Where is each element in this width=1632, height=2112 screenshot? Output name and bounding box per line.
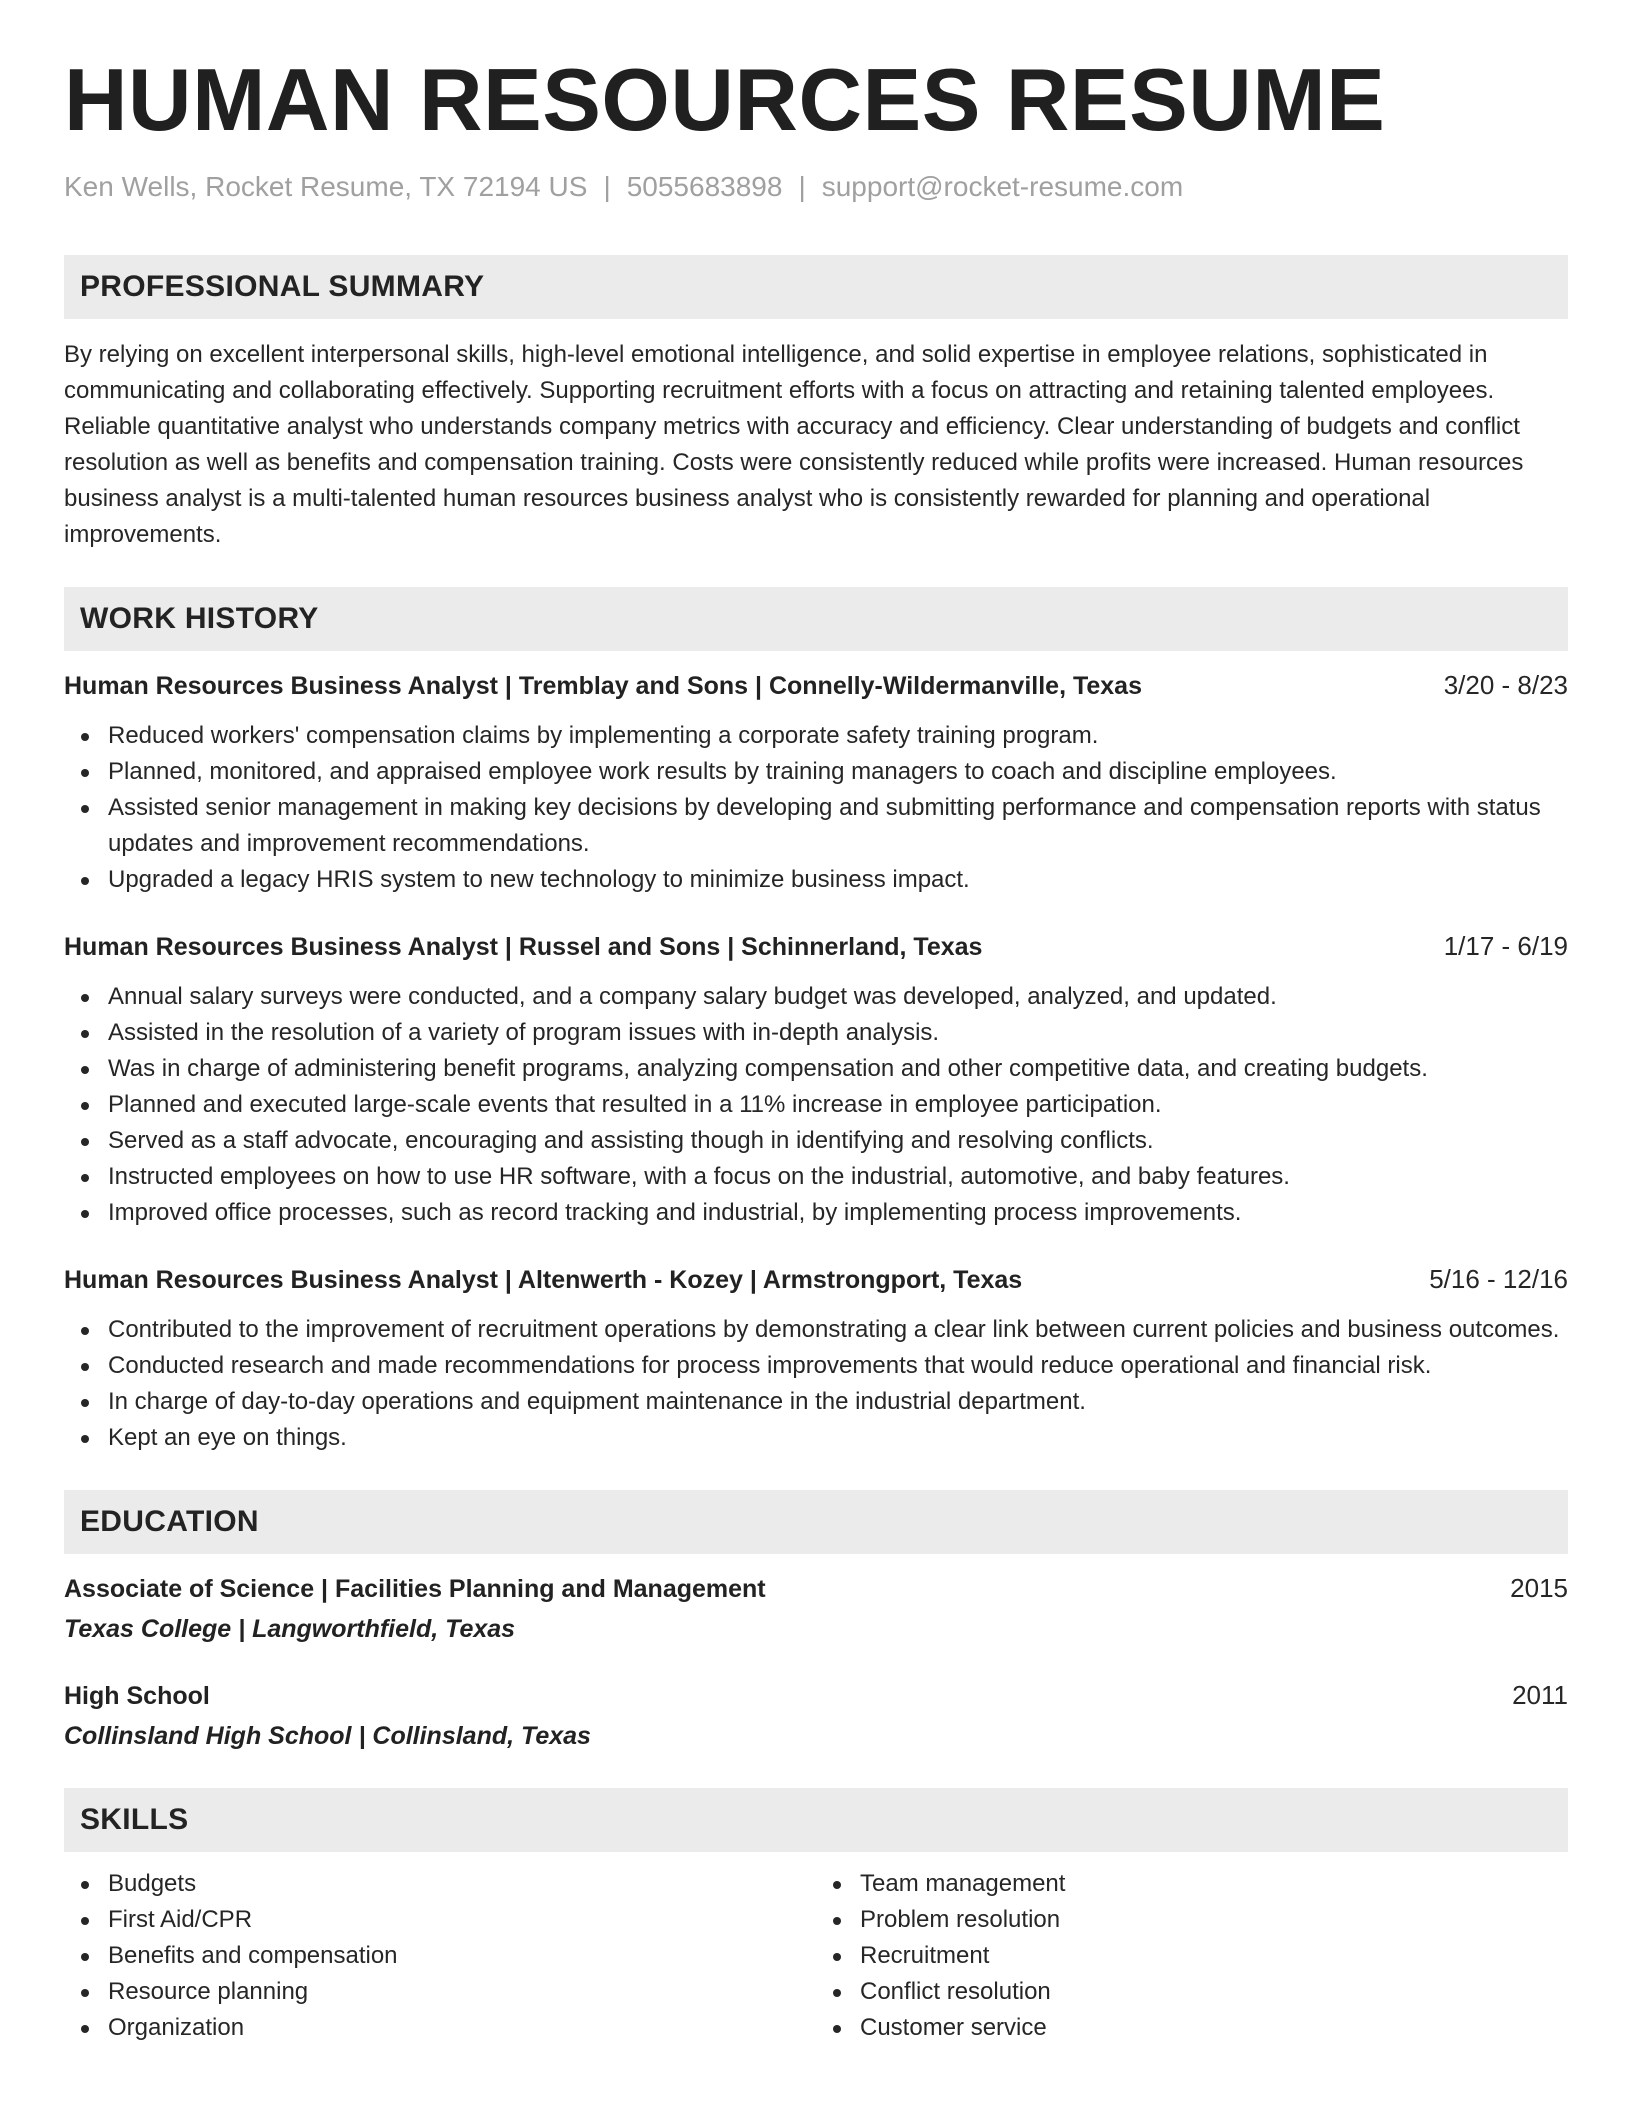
contact-separator: |	[798, 171, 806, 202]
job-bullets	[64, 718, 1568, 898]
education-degree: High School	[64, 1681, 210, 1710]
list-item: Was in charge of administering benefit programs, analyzing compensation and other competitive data, and creating budgets.	[108, 1051, 1568, 1087]
section-header-summary: PROFESSIONAL SUMMARY	[64, 255, 1568, 319]
job-dates: 1/17 - 6/19	[1443, 930, 1568, 961]
contact-line	[64, 170, 1568, 204]
contact-phone: 5055683898	[626, 171, 783, 202]
list-item: Conducted research and made recommendations for process improvements that would reduce operational and financial risk.	[108, 1348, 1568, 1384]
job-entry	[64, 928, 1568, 1231]
job-header	[64, 667, 1568, 704]
list-item: In charge of day-to-day operations and equipment maintenance in the industrial department.	[108, 1384, 1568, 1420]
section-header-education: EDUCATION	[64, 1490, 1568, 1554]
list-item: Reduced workers' compensation claims by implementing a corporate safety training program.	[108, 718, 1568, 754]
contact-separator: |	[603, 171, 611, 202]
job-entry	[64, 667, 1568, 898]
education-year: 2015	[1510, 1572, 1568, 1603]
skills-column-left	[64, 1866, 816, 2046]
skill-item: Customer service	[860, 2010, 1568, 2046]
list-item: Assisted senior management in making key decisions by developing and submitting performance and compensation reports with status updates and improvement recommendations.	[108, 790, 1568, 862]
job-bullets	[64, 1312, 1568, 1456]
education-header	[64, 1677, 1568, 1714]
skill-item: Benefits and compensation	[108, 1938, 816, 1974]
list-item: Served as a staff advocate, encouraging and assisting though in identifying and resolving conflicts.	[108, 1123, 1568, 1159]
education-entry	[64, 1570, 1568, 1647]
skill-item: Budgets	[108, 1866, 816, 1902]
list-item: Annual salary surveys were conducted, and a company salary budget was developed, analyzed, and updated.	[108, 979, 1568, 1015]
skill-item: Recruitment	[860, 1938, 1568, 1974]
skill-item: Conflict resolution	[860, 1974, 1568, 2010]
list-item: Instructed employees on how to use HR software, with a focus on the industrial, automotive, and baby features.	[108, 1159, 1568, 1195]
list-item: Planned, monitored, and appraised employee work results by training managers to coach and discipline employees.	[108, 754, 1568, 790]
job-header	[64, 928, 1568, 965]
education-entry	[64, 1677, 1568, 1754]
education-school: Texas College | Langworthfield, Texas	[64, 1614, 516, 1643]
skill-item: Problem resolution	[860, 1902, 1568, 1938]
skill-item: Organization	[108, 2010, 816, 2046]
job-dates: 5/16 - 12/16	[1429, 1263, 1568, 1294]
job-title: Human Resources Business Analyst | Tremblay and Sons | Connelly-Wildermanville, Texas	[64, 671, 1142, 700]
list-item: Assisted in the resolution of a variety of program issues with in-depth analysis.	[108, 1015, 1568, 1051]
job-header	[64, 1261, 1568, 1298]
skill-item: Team management	[860, 1866, 1568, 1902]
contact-email: support@rocket-resume.com	[821, 171, 1184, 202]
list-item: Planned and executed large-scale events that resulted in a 11% increase in employee participation.	[108, 1087, 1568, 1123]
section-header-work-history: WORK HISTORY	[64, 587, 1568, 651]
job-dates: 3/20 - 8/23	[1443, 669, 1568, 700]
skill-item: Resource planning	[108, 1974, 816, 2010]
list-item: Kept an eye on things.	[108, 1420, 1568, 1456]
resume-title: HUMAN RESOURCES RESUME	[64, 50, 1386, 149]
job-title: Human Resources Business Analyst | Altenwerth - Kozey | Armstrongport, Texas	[64, 1265, 1023, 1294]
contact-address: Ken Wells, Rocket Resume, TX 72194 US	[64, 171, 588, 202]
education-school: Collinsland High School | Collinsland, Texas	[64, 1721, 591, 1750]
education-header	[64, 1570, 1568, 1607]
education-year: 2011	[1512, 1679, 1568, 1710]
summary-text: By relying on excellent interpersonal skills, high-level emotional intelligence, and solid expertise in employee relations, sophisticated in communicating and collaborating effectively. Supporting recruitment efforts with a focus on attracting and retaining talented employees. Reliable quantitative analyst who understands company metrics with accuracy and efficiency. Clear understanding of budgets and conflict resolution as well as benefits and compensation training. Costs were consistently reduced while profits were increased. Human resources business analyst is a multi-talented human resources business analyst who is consistently rewarded for planning and operational improvements.	[64, 340, 1524, 548]
skills-column-right	[816, 1866, 1568, 2046]
skill-item: First Aid/CPR	[108, 1902, 816, 1938]
education-degree: Associate of Science | Facilities Planning and Management	[64, 1574, 766, 1603]
job-entry	[64, 1261, 1568, 1456]
list-item: Upgraded a legacy HRIS system to new technology to minimize business impact.	[108, 862, 1568, 898]
list-item: Contributed to the improvement of recruitment operations by demonstrating a clear link between current policies and business outcomes.	[108, 1312, 1568, 1348]
job-bullets	[64, 979, 1568, 1231]
list-item: Improved office processes, such as record tracking and industrial, by implementing process improvements.	[108, 1195, 1568, 1231]
section-header-skills: SKILLS	[64, 1788, 1568, 1852]
skills-list	[64, 1866, 1568, 2046]
job-title: Human Resources Business Analyst | Russel and Sons | Schinnerland, Texas	[64, 932, 983, 961]
